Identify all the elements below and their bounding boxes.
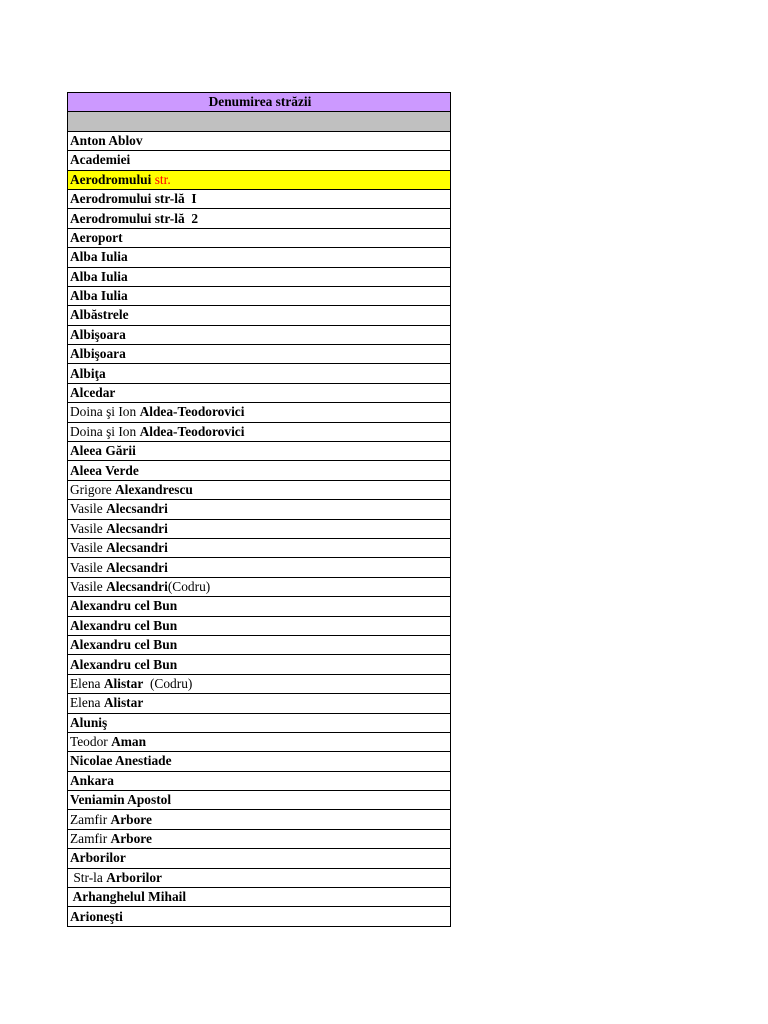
table-row	[68, 907, 451, 926]
street-name-bold-text: Aerodromului str-lă I	[70, 191, 197, 207]
table-row	[68, 422, 451, 441]
street-name-bold-text: Albişoara	[70, 346, 126, 362]
street-name-bold-text: Albăstrele	[70, 307, 129, 323]
table-row	[68, 538, 451, 557]
street-name-cell	[68, 907, 451, 926]
table-row	[68, 829, 451, 848]
street-table-body	[68, 93, 451, 927]
street-name-cell	[68, 694, 451, 713]
street-name-cell	[68, 674, 451, 693]
street-name-cell	[68, 810, 451, 829]
street-name-bold-text: Alecsandri	[106, 501, 168, 517]
table-row	[68, 519, 451, 538]
street-name-bold-text: Alba Iulia	[70, 288, 128, 304]
street-name-cell	[68, 248, 451, 267]
table-subheader-row	[68, 112, 451, 131]
street-name-cell	[68, 771, 451, 790]
table-row	[68, 694, 451, 713]
street-name-bold-text: Aleea Verde	[70, 462, 139, 478]
street-name-cell	[68, 500, 451, 519]
street-name-cell	[68, 829, 451, 848]
street-name-cell	[68, 538, 451, 557]
street-name-cell	[68, 713, 451, 732]
street-name-prefix-text: Zamfir	[70, 831, 111, 847]
street-name-cell	[68, 131, 451, 150]
street-name-bold-text: Aluniş	[70, 714, 108, 730]
street-name-cell	[68, 849, 451, 868]
table-row	[68, 597, 451, 616]
street-name-cell	[68, 286, 451, 305]
street-name-bold-text: Alistar	[103, 695, 144, 711]
table-row	[68, 810, 451, 829]
street-name-cell	[68, 364, 451, 383]
street-name-cell	[68, 228, 451, 247]
street-name-prefix-text: Vasile	[70, 540, 107, 556]
street-name-prefix-text: Elena	[70, 675, 104, 691]
table-row	[68, 306, 451, 325]
street-name-prefix-text: Teodor	[70, 734, 112, 750]
street-name-cell	[68, 597, 451, 616]
street-name-bold-text: Alexandru cel Bun	[70, 617, 178, 633]
column-header-street-name: Denumirea străzii	[68, 93, 451, 112]
street-name-cell	[68, 655, 451, 674]
street-name-bold-text: Aman	[111, 734, 147, 750]
street-name-bold-text: Alistar	[103, 675, 144, 691]
street-name-bold-text: Arborilor	[70, 850, 126, 866]
street-name-cell	[68, 403, 451, 422]
street-name-bold-text: Arhanghelul Mihail	[70, 889, 187, 905]
street-name-prefix-text: Zamfir	[70, 811, 111, 827]
street-name-bold-text: Arbore	[110, 811, 152, 827]
street-name-bold-text: Albişoara	[70, 326, 126, 342]
street-name-bold-text: Alecsandri	[106, 520, 168, 536]
table-row	[68, 713, 451, 732]
street-name-cell	[68, 345, 451, 364]
street-name-cell	[68, 791, 451, 810]
street-name-bold-text: Alexandru cel Bun	[70, 637, 178, 653]
table-row	[68, 635, 451, 654]
table-row	[68, 151, 451, 170]
table-row	[68, 170, 451, 189]
street-name-bold-text: Alcedar	[70, 385, 116, 401]
table-row	[68, 228, 451, 247]
street-name-prefix-text: (Codru)	[167, 578, 211, 594]
street-name-cell	[68, 635, 451, 654]
street-name-cell	[68, 209, 451, 228]
street-list-sheet	[67, 92, 451, 927]
street-name-cell	[68, 616, 451, 635]
street-name-cell	[68, 442, 451, 461]
street-name-cell	[68, 480, 451, 499]
street-name-prefix-text: Vasile	[70, 501, 107, 517]
table-row	[68, 732, 451, 751]
street-name-bold-text: Aldea-Teodorovici	[139, 404, 245, 420]
table-row	[68, 868, 451, 887]
street-name-cell	[68, 267, 451, 286]
street-name-cell	[68, 151, 451, 170]
street-name-prefix-text: Vasile	[70, 559, 107, 575]
street-name-bold-text: Aleea Gării	[70, 443, 136, 459]
street-name-bold-text: Arborilor	[106, 869, 162, 885]
street-name-bold-text: Anton Ablov	[70, 132, 143, 148]
street-name-cell	[68, 189, 451, 208]
table-row	[68, 480, 451, 499]
table-row	[68, 345, 451, 364]
table-row	[68, 364, 451, 383]
table-row	[68, 286, 451, 305]
table-row	[68, 209, 451, 228]
table-row	[68, 267, 451, 286]
table-row	[68, 248, 451, 267]
street-name-bold-text: Ankara	[70, 772, 114, 788]
table-row	[68, 791, 451, 810]
street-name-bold-text: Veniamin Apostol	[70, 792, 172, 808]
street-name-bold-text: Alexandrescu	[115, 482, 193, 497]
street-abbrev-red-text: str.	[154, 171, 171, 187]
street-name-cell	[68, 422, 451, 441]
street-name-prefix-text: Vasile	[70, 578, 107, 594]
street-name-cell	[68, 868, 451, 887]
street-name-cell	[68, 577, 451, 596]
street-name-bold-text: Alexandru cel Bun	[70, 598, 178, 614]
street-name-cell	[68, 752, 451, 771]
street-name-cell	[68, 170, 451, 189]
street-name-bold-text: Aeroport	[70, 229, 123, 245]
table-row	[68, 500, 451, 519]
table-row	[68, 189, 451, 208]
street-name-bold-text: Arbore	[110, 831, 152, 847]
street-name-bold-text: Alecsandri	[106, 578, 168, 594]
street-name-bold-text: Arioneşti	[70, 908, 123, 924]
street-name-cell	[68, 306, 451, 325]
street-name-cell	[68, 558, 451, 577]
street-name-cell	[68, 888, 451, 907]
table-row	[68, 383, 451, 402]
street-name-prefix-text: Doina şi Ion	[70, 423, 140, 439]
street-name-bold-text: Nicolae Anestiade	[70, 753, 172, 769]
street-name-cell	[68, 519, 451, 538]
street-name-prefix-text: Elena	[70, 695, 104, 711]
street-name-cell	[68, 325, 451, 344]
table-row	[68, 577, 451, 596]
table-row	[68, 655, 451, 674]
table-header-row	[68, 93, 451, 112]
street-name-bold-text: Alexandru cel Bun	[70, 656, 178, 672]
table-row	[68, 674, 451, 693]
table-row	[68, 131, 451, 150]
street-name-bold-text: Academiei	[70, 152, 131, 168]
street-name-bold-text: Albiţa	[70, 365, 106, 381]
empty-gray-cell	[68, 112, 451, 131]
street-name-prefix-text: Doina şi Ion	[70, 404, 140, 420]
street-name-prefix-text: Str-la	[70, 869, 107, 885]
street-name-bold-text: Alecsandri	[106, 540, 168, 556]
table-row	[68, 616, 451, 635]
table-row	[68, 849, 451, 868]
table-row	[68, 403, 451, 422]
street-name-bold-text: Aerodromului	[70, 171, 155, 187]
street-name-bold-text: Aerodromului str-lă 2	[70, 210, 199, 226]
street-name-prefix-text: Grigore	[70, 482, 115, 497]
street-name-bold-text: Alba Iulia	[70, 249, 128, 265]
street-name-prefix-text: Vasile	[70, 520, 107, 536]
table-row	[68, 325, 451, 344]
street-name-cell	[68, 383, 451, 402]
table-row	[68, 461, 451, 480]
street-name-bold-text: Alba Iulia	[70, 268, 128, 284]
street-name-prefix-text: (Codru)	[143, 675, 193, 691]
street-name-cell	[68, 461, 451, 480]
table-row	[68, 442, 451, 461]
street-name-bold-text: Alecsandri	[106, 559, 168, 575]
street-name-cell	[68, 732, 451, 751]
table-row	[68, 771, 451, 790]
table-row	[68, 888, 451, 907]
table-row	[68, 752, 451, 771]
street-name-table	[67, 92, 451, 927]
street-name-bold-text: Aldea-Teodorovici	[139, 423, 245, 439]
table-row	[68, 558, 451, 577]
